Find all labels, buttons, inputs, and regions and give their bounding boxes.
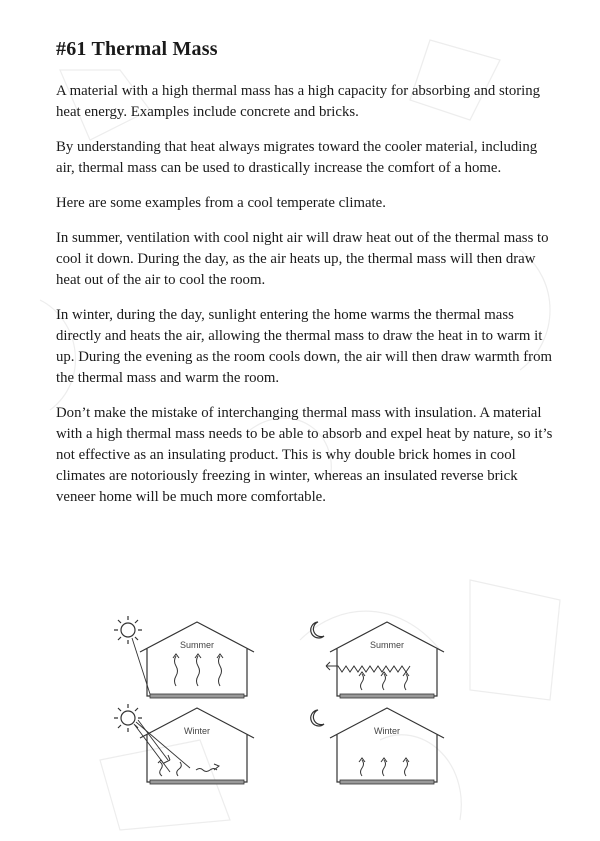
winter-night-diagram — [311, 708, 444, 784]
moon-icon — [311, 622, 324, 638]
summer-night-label: Summer — [369, 640, 405, 650]
paragraph-winter: In winter, during the day, sunlight entering the home warms the thermal mass directly and heats the air, allowing the thermal mass to draw the heat in to warm it up. During the evening as the room cools down, the air will then draw warmth from the thermal mass and warm the room. — [56, 307, 552, 386]
winter-night-label: Winter — [373, 726, 401, 736]
moon-icon — [311, 710, 324, 726]
summer-day-diagram — [114, 616, 254, 698]
paragraph-climate-intro: Here are some examples from a cool temperate climate. — [56, 195, 386, 211]
winter-day-diagram — [114, 704, 254, 784]
paragraph-heat-migration: By understanding that heat always migrates toward the cooler material, including air, thermal mass can be used to drastically increase the comfort of a home. — [56, 139, 538, 176]
summer-day-label: Summer — [179, 640, 215, 650]
paragraph-summer: In summer, ventilation with cool night air will draw heat out of the thermal mass to cool it down. During the day, as the air heats up, the thermal mass will then draw heat out of the air to cool the room. — [56, 230, 549, 288]
page-title: #61 Thermal Mass — [56, 38, 218, 60]
radiating-heat-arrows — [359, 758, 409, 776]
night-air-flow — [326, 662, 410, 672]
rising-heat-arrows — [359, 672, 409, 690]
paragraph-definition: A material with a high thermal mass has a high capacity for absorbing and storing heat energy. Examples include concrete and bricks. — [56, 83, 541, 120]
paragraph-insulation: Don’t make the mistake of interchanging thermal mass with insulation. A material with a high thermal mass needs to be able to absorb and expel heat by nature, so it’s not effective as an insulating product. This is why double brick homes in cool climates are notoriously freezing in winter, whereas an insulated reverse brick veneer home will be much more comfortable. — [56, 405, 553, 505]
summer-night-diagram — [311, 622, 444, 698]
sun-icon — [114, 704, 142, 732]
thermal-mass-diagrams — [0, 610, 600, 810]
winter-day-label: Winter — [183, 726, 211, 736]
sun-icon — [114, 616, 142, 644]
heat-wave-arrows — [173, 654, 223, 686]
article — [56, 38, 556, 522]
